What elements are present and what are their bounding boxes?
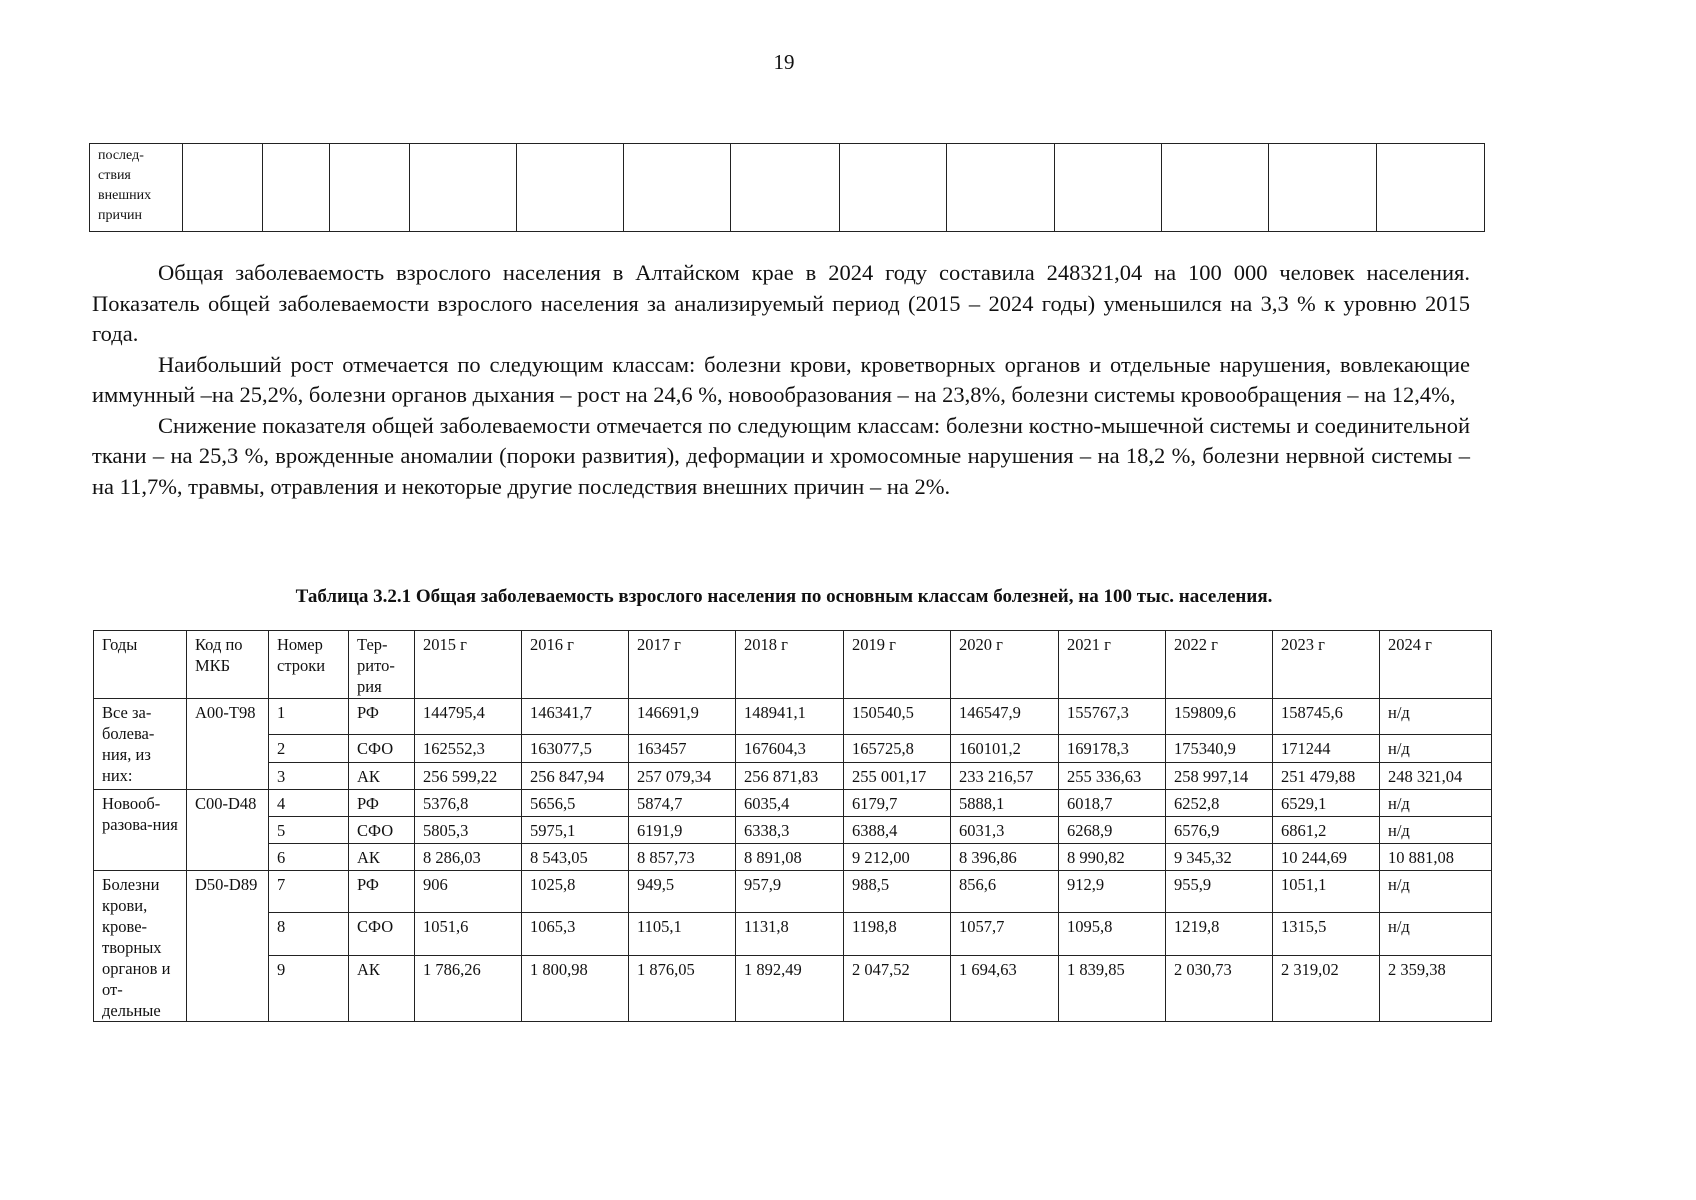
table-row [94, 913, 1492, 955]
value-cell: 8 990,82 [1059, 844, 1166, 871]
value-cell: 8 396,86 [951, 844, 1059, 871]
value-cell: 2 047,52 [844, 955, 951, 1021]
value-cell: 6191,9 [629, 817, 736, 844]
value-cell: 158745,6 [1273, 699, 1380, 735]
paragraph: Общая заболеваемость взрослого населения в Алтайском крае в 2024 году составила 248321,04 на 100 000 человек населения. Показатель общей заболеваемости взрослого населения за анализируемый период (2015 – 2024 годы) уменьшился на 3,3 % к уровню 2015 года. [92, 260, 1470, 346]
value-cell: 1025,8 [522, 871, 629, 913]
row-number-cell: 5 [269, 817, 349, 844]
empty-cell [329, 144, 409, 232]
value-cell: 5874,7 [629, 790, 736, 817]
value-cell: 856,6 [951, 871, 1059, 913]
value-cell: 144795,4 [415, 699, 522, 735]
territory-cell: АК [349, 844, 415, 871]
empty-cell [731, 144, 839, 232]
fragment-label-line: причин [98, 208, 143, 223]
territory-cell: СФО [349, 913, 415, 955]
value-cell: 257 079,34 [629, 763, 736, 790]
value-cell: 1315,5 [1273, 913, 1380, 955]
row-number-cell: 7 [269, 871, 349, 913]
value-cell: 955,9 [1166, 871, 1273, 913]
value-cell: 6252,8 [1166, 790, 1273, 817]
column-header: 2022 г [1166, 631, 1273, 699]
icd-code-cell: A00-T98 [187, 699, 269, 790]
value-cell: 146341,7 [522, 699, 629, 735]
value-cell: 8 543,05 [522, 844, 629, 871]
value-cell: 148941,1 [736, 699, 844, 735]
row-number-cell: 1 [269, 699, 349, 735]
value-cell: 1131,8 [736, 913, 844, 955]
value-cell: н/д [1380, 871, 1492, 913]
column-header: Код по МКБ [187, 631, 269, 699]
value-cell: 10 244,69 [1273, 844, 1380, 871]
value-cell: 1 876,05 [629, 955, 736, 1021]
territory-cell: АК [349, 763, 415, 790]
row-number-cell: 2 [269, 735, 349, 763]
empty-cell [263, 144, 329, 232]
value-cell: 1 786,26 [415, 955, 522, 1021]
table-row [94, 735, 1492, 763]
territory-cell: СФО [349, 735, 415, 763]
paragraph: Снижение показателя общей заболеваемости отмечается по следующим классам: болезни костно-мышечной системы и соединительной ткани – на 25,3 %, врожденные аномалии (пороки развития), деформации и хромосомные нарушения – на 18,2 %, болезни нервной системы – на 11,7%, травмы, отравления и некоторые другие последствия внешних причин – на 2%. [92, 412, 1470, 499]
paragraph: Наибольший рост отмечается по следующим классам: болезни крови, кроветворных органов и отдельные нарушения, вовлекающие иммунный –на 25,2%, болезни органов дыхания – рост на 24,6 %, новообразования – на 23,8%, болезни системы кровообращения – на 12,4%, [92, 351, 1470, 407]
value-cell: 163077,5 [522, 735, 629, 763]
value-cell: 1065,3 [522, 913, 629, 955]
value-cell: 146547,9 [951, 699, 1059, 735]
morbidity-table [93, 630, 1492, 1022]
table-row [94, 955, 1492, 1021]
row-number-cell: 3 [269, 763, 349, 790]
value-cell: 248 321,04 [1380, 763, 1492, 790]
empty-cell [409, 144, 516, 232]
value-cell: 256 871,83 [736, 763, 844, 790]
icd-code-cell: D50-D89 [187, 871, 269, 1022]
table-row [94, 871, 1492, 913]
value-cell: 5975,1 [522, 817, 629, 844]
value-cell: 9 212,00 [844, 844, 951, 871]
value-cell: 5888,1 [951, 790, 1059, 817]
value-cell: 8 891,08 [736, 844, 844, 871]
value-cell: 912,9 [1059, 871, 1166, 913]
row-number-cell: 6 [269, 844, 349, 871]
territory-cell: АК [349, 955, 415, 1021]
column-header: 2023 г [1273, 631, 1380, 699]
value-cell: 1 694,63 [951, 955, 1059, 1021]
value-cell: 6338,3 [736, 817, 844, 844]
value-cell: 10 881,08 [1380, 844, 1492, 871]
fragment-label-cell [90, 144, 183, 232]
territory-cell: РФ [349, 871, 415, 913]
value-cell: 162552,3 [415, 735, 522, 763]
column-header: Номер строки [269, 631, 349, 699]
value-cell: 2 319,02 [1273, 955, 1380, 1021]
territory-cell: РФ [349, 699, 415, 735]
empty-cell [1269, 144, 1376, 232]
row-number-cell: 8 [269, 913, 349, 955]
value-cell: 255 001,17 [844, 763, 951, 790]
value-cell: 1219,8 [1166, 913, 1273, 955]
table-row [94, 817, 1492, 844]
column-header: 2021 г [1059, 631, 1166, 699]
row-number-cell: 4 [269, 790, 349, 817]
column-header: 2015 г [415, 631, 522, 699]
table-row [94, 844, 1492, 871]
value-cell: 1 839,85 [1059, 955, 1166, 1021]
value-cell: 167604,3 [736, 735, 844, 763]
row-number-cell: 9 [269, 955, 349, 1021]
value-cell: 6861,2 [1273, 817, 1380, 844]
value-cell: н/д [1380, 735, 1492, 763]
empty-cell [839, 144, 946, 232]
disease-class-cell: Все за-болева-ния, из них: [94, 699, 187, 790]
value-cell: 251 479,88 [1273, 763, 1380, 790]
value-cell: 6179,7 [844, 790, 951, 817]
table-row [94, 790, 1492, 817]
value-cell: 165725,8 [844, 735, 951, 763]
disease-class-cell: Новооб-разова-ния [94, 790, 187, 871]
value-cell: 1051,1 [1273, 871, 1380, 913]
value-cell: 5656,5 [522, 790, 629, 817]
value-cell: 175340,9 [1166, 735, 1273, 763]
value-cell: 169178,3 [1059, 735, 1166, 763]
value-cell: 155767,3 [1059, 699, 1166, 735]
icd-code-cell: C00-D48 [187, 790, 269, 871]
fragment-label-line: ствия [98, 168, 131, 183]
value-cell: 2 030,73 [1166, 955, 1273, 1021]
value-cell: 171244 [1273, 735, 1380, 763]
table-row [94, 699, 1492, 735]
empty-cell [946, 144, 1054, 232]
page-number: 19 [773, 50, 795, 74]
value-cell: н/д [1380, 913, 1492, 955]
value-cell: 150540,5 [844, 699, 951, 735]
value-cell: 6388,4 [844, 817, 951, 844]
value-cell: н/д [1380, 790, 1492, 817]
territory-cell: РФ [349, 790, 415, 817]
value-cell: 146691,9 [629, 699, 736, 735]
table-caption: Таблица 3.2.1 Общая заболеваемость взрослого населения по основным классам болезней, на 100 тыс. населения. [295, 586, 1273, 607]
value-cell: 1051,6 [415, 913, 522, 955]
body-text [92, 258, 1470, 502]
empty-cell [1376, 144, 1484, 232]
empty-cell [1162, 144, 1269, 232]
empty-cell [516, 144, 623, 232]
value-cell: 1 800,98 [522, 955, 629, 1021]
value-cell: 233 216,57 [951, 763, 1059, 790]
empty-cell [1054, 144, 1161, 232]
value-cell: 5805,3 [415, 817, 522, 844]
territory-cell: СФО [349, 817, 415, 844]
value-cell: 6035,4 [736, 790, 844, 817]
value-cell: 1 892,49 [736, 955, 844, 1021]
empty-cell [624, 144, 731, 232]
value-cell: 1095,8 [1059, 913, 1166, 955]
value-cell: н/д [1380, 817, 1492, 844]
column-header: 2019 г [844, 631, 951, 699]
value-cell: 2 359,38 [1380, 955, 1492, 1021]
value-cell: 6529,1 [1273, 790, 1380, 817]
value-cell: н/д [1380, 699, 1492, 735]
previous-table-fragment [89, 143, 1485, 232]
table-row [94, 763, 1492, 790]
column-header: 2020 г [951, 631, 1059, 699]
value-cell: 1198,8 [844, 913, 951, 955]
value-cell: 255 336,63 [1059, 763, 1166, 790]
value-cell: 256 599,22 [415, 763, 522, 790]
disease-class-cell: Болезни крови, крове-творных органов и от-дельные [94, 871, 187, 1022]
value-cell: 6576,9 [1166, 817, 1273, 844]
value-cell: 163457 [629, 735, 736, 763]
value-cell: 258 997,14 [1166, 763, 1273, 790]
value-cell: 957,9 [736, 871, 844, 913]
value-cell: 159809,6 [1166, 699, 1273, 735]
column-header: 2024 г [1380, 631, 1492, 699]
value-cell: 6031,3 [951, 817, 1059, 844]
column-header: 2016 г [522, 631, 629, 699]
column-header: Тер-рито-рия [349, 631, 415, 699]
value-cell: 8 857,73 [629, 844, 736, 871]
value-cell: 5376,8 [415, 790, 522, 817]
value-cell: 6268,9 [1059, 817, 1166, 844]
column-header: 2017 г [629, 631, 736, 699]
fragment-label-line: послед- [98, 148, 144, 163]
value-cell: 1105,1 [629, 913, 736, 955]
column-header: Годы [94, 631, 187, 699]
column-header: 2018 г [736, 631, 844, 699]
table-header-row [94, 631, 1492, 699]
value-cell: 6018,7 [1059, 790, 1166, 817]
value-cell: 1057,7 [951, 913, 1059, 955]
fragment-label-line: внешних [98, 188, 152, 203]
value-cell: 9 345,32 [1166, 844, 1273, 871]
value-cell: 988,5 [844, 871, 951, 913]
value-cell: 949,5 [629, 871, 736, 913]
value-cell: 160101,2 [951, 735, 1059, 763]
empty-cell [183, 144, 263, 232]
value-cell: 8 286,03 [415, 844, 522, 871]
value-cell: 256 847,94 [522, 763, 629, 790]
value-cell: 906 [415, 871, 522, 913]
